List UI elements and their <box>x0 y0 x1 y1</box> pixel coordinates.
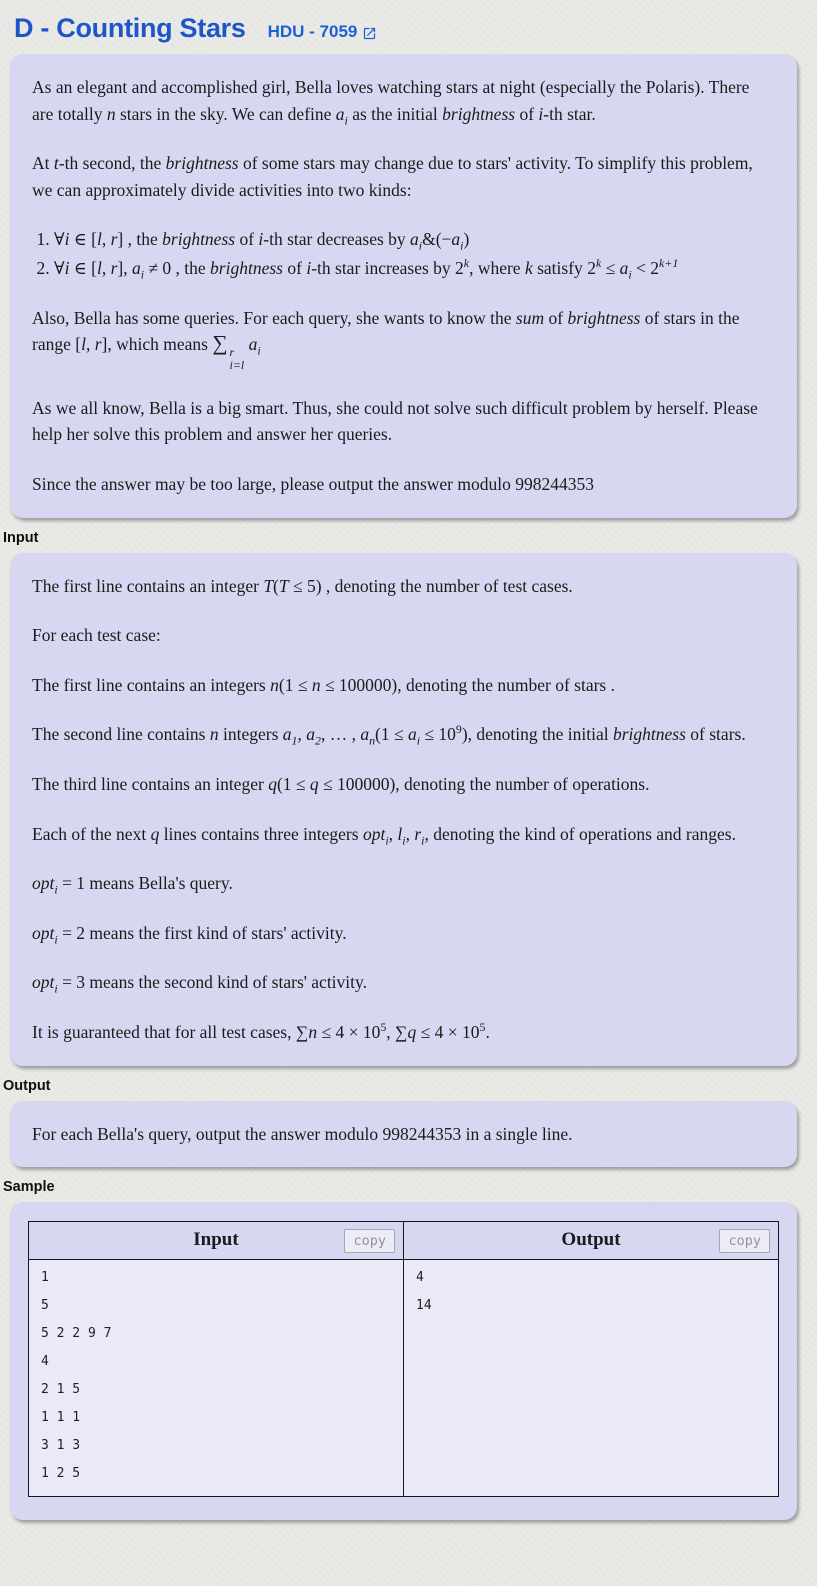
output-paragraph: For each Bella's query, output the answer modulo 998244353 in a single line. <box>32 1123 573 1144</box>
problem-source-link[interactable] <box>268 22 378 42</box>
activity-item-1: 1. ∀i ∈ [l, r] , the brightness of i-th star decreases by $a_i\&(-a_i)$ <box>54 226 775 253</box>
description-panel <box>10 54 797 518</box>
code-line: 4 <box>41 1354 49 1370</box>
copy-output-button[interactable]: copy <box>719 1229 770 1253</box>
code-line: 5 <box>41 1298 49 1314</box>
activity-list <box>32 226 775 281</box>
input-paragraph: It is guaranteed that for all test cases, $\sum n \le 4 \times 10^5$, $\sum q \le 4 \times 10^5$. <box>32 1020 490 1042</box>
activity-item-2: 2. ∀i ∈ [l, r], $a_i \ne 0$ , the brightness of i-th star increases by 2$^k$, where k satisfy $2^k \le a_i < 2^{k+1}$ <box>54 255 775 282</box>
code-line: 3 1 3 <box>41 1438 81 1454</box>
input-panel <box>10 553 797 1066</box>
input-paragraph: Each of the next q lines contains three integers opt$_i$, $l_i$, $r_i$, denoting the kind of operations and ranges. <box>32 823 736 848</box>
problem-paragraph: As an elegant and accomplished girl, Bella loves watching stars at night (especially the Polaris). There are totally n stars in the sky. We can define $a_i$ as the initial brightness of i-th star. <box>32 77 750 128</box>
output-section-label: Output <box>3 1077 51 1094</box>
code-line: 14 <box>416 1298 432 1314</box>
sample-input-header <box>29 1222 404 1260</box>
sample-table <box>28 1221 779 1497</box>
input-paragraph: opt$_i$ = 3 means the second kind of stars' activity. <box>32 972 368 996</box>
sample-panel <box>10 1202 797 1520</box>
input-paragraph: The first line contains an integer T(T ≤ 5) , denoting the number of test cases. <box>32 575 573 596</box>
sample-section-label: Sample <box>3 1179 55 1196</box>
problem-paragraph: Also, Bella has some queries. For each query, she wants to know the sum of brightness of stars in the range [l, r], which means ∑ r i=l $a_i$ <box>32 307 740 372</box>
input-paragraph: The first line contains an integers n(1 ≤ n ≤ 100000), denoting the number of stars . <box>32 674 615 695</box>
input-paragraph: opt$_i$ = 1 means Bella's query. <box>32 873 233 897</box>
input-paragraph: For each test case: <box>32 625 161 646</box>
input-paragraph: The third line contains an integer q(1 ≤ q ≤ 100000), denoting the number of operations. <box>32 773 650 794</box>
page-title: D - Counting Stars <box>14 13 246 43</box>
source-label: HDU - 7059 <box>267 22 358 41</box>
code-line: 4 <box>416 1270 424 1286</box>
sample-input-cell <box>29 1260 404 1497</box>
code-line: 1 <box>41 1270 49 1286</box>
copy-input-button[interactable]: copy <box>344 1229 395 1253</box>
sample-output-header-label: Output <box>561 1229 621 1251</box>
sample-input-header-label: Input <box>193 1229 239 1251</box>
input-section-label: Input <box>3 529 39 546</box>
input-paragraph: opt$_i$ = 2 means the first kind of stars' activity. <box>32 922 347 947</box>
external-link-icon <box>362 26 377 41</box>
code-line: 2 1 5 <box>41 1382 81 1398</box>
problem-paragraph: At t-th second, the brightness of some stars may change due to stars' activity. To simplify this problem, we can approximately divide activities into two kinds: <box>32 153 753 200</box>
code-line: 1 1 1 <box>41 1410 81 1426</box>
input-paragraph: The second line contains n integers $a_1$, $a_2$, … , $a_n(1 \le a_i \le 10^9)$, denoting the initial brightness of stars. <box>32 722 746 748</box>
sample-output-cell <box>404 1260 779 1497</box>
problem-paragraph: As we all know, Bella is a big smart. Thus, she could not solve such difficult problem by herself. Please help her solve this problem and answer her queries. <box>32 397 758 445</box>
problem-paragraph: Since the answer may be too large, please output the answer modulo 998244353 <box>32 474 594 494</box>
code-line: 1 2 5 <box>41 1466 81 1482</box>
sample-output-header <box>404 1222 779 1260</box>
output-panel <box>10 1101 797 1168</box>
problem-header <box>0 0 817 54</box>
code-line: 5 2 2 9 7 <box>41 1326 112 1342</box>
